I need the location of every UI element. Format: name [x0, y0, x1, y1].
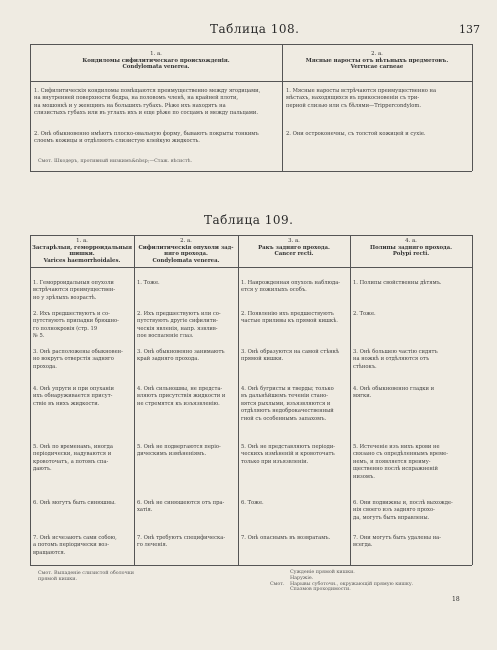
rule [134, 235, 135, 565]
line: Спазмов проходимости. [290, 587, 351, 593]
line: ихъ обнаруживается присут- [33, 393, 113, 400]
line: 2. Онѣ обыкновенно имѣютъ плоско-овальную форму, бываютъ покрыты тонкимъ [34, 131, 259, 137]
t109-r1-c2 [137, 280, 237, 287]
line: 6. Они подвижны и, послѣ выхожде- [353, 500, 453, 506]
line: 1. Мясные наросты встрѣчаются преимущественно на [286, 88, 437, 94]
t109-col3-header [239, 238, 349, 258]
line: 4. Онѣ обыкновенно гладки и [353, 386, 435, 392]
t109-r7-c3 [241, 535, 349, 542]
t108-footnote: Смот. Шкодеръ, противный низкимъ&nbsp;—Стаж. вѣсистѣ. [38, 159, 193, 164]
line: нія своего изъ задняго прохо- [353, 507, 435, 514]
line: 5. Онѣ по временамъ, иногда [33, 444, 113, 450]
col-title: Кондиломы сифилитическаго происхожденія. [82, 57, 230, 64]
t109-r3-c3 [241, 349, 349, 364]
t109-r6-c1 [33, 500, 133, 507]
line: 5. Онѣ не представляютъ періоди- [241, 444, 336, 450]
col-title: няго прохода. [164, 251, 208, 258]
line: вляютъ присутствія жидкости и [137, 393, 226, 400]
t109-r1-c1 [33, 280, 133, 302]
t108-col1-header [32, 51, 280, 71]
rule [30, 81, 472, 82]
line: на ножкѣ и отдѣляются отъ [353, 356, 430, 363]
line: только при изъязвленіи. [241, 458, 309, 465]
line: вращаются. [33, 549, 66, 556]
col-title: Застарѣлыя, геморроидальныя [31, 244, 133, 251]
t109-r1-c4 [353, 280, 471, 287]
line: Сужденіе прямой кишки. [290, 570, 355, 575]
t108-col2-header [284, 51, 470, 71]
rule [472, 44, 473, 171]
rule [30, 235, 472, 236]
t109-col1-header [31, 238, 133, 264]
line: 6. Тоже. [241, 500, 264, 506]
line: 5. Истеченіе изъ нихъ крови не [353, 444, 440, 450]
line: Смот. Выпаденіе слизистой оболочки [38, 571, 134, 576]
t108-r1-c1 [34, 88, 280, 118]
line: немъ, и появляется преиму- [353, 458, 431, 465]
t109-r3-c2 [137, 349, 237, 364]
line: 2. Ихъ предшествуютъ и со- [33, 311, 110, 317]
line: мягки. [353, 393, 372, 400]
t109-r3-c1 [33, 349, 133, 371]
col-number: 2. a. [180, 238, 192, 244]
line: 2. Ихъ предшествуютъ или со- [137, 311, 221, 317]
t109-r2-c4 [353, 311, 471, 318]
line: гной съ особеннымъ запахомъ. [241, 415, 327, 422]
line: кровоточатъ, а потомъ спа- [33, 458, 109, 465]
line: 1. Тоже. [137, 280, 160, 286]
line: прямой кишки. [241, 356, 284, 363]
line: хатія. [137, 507, 153, 514]
line: ческихъ измѣненій и кровоточатъ [241, 451, 335, 458]
line: 6. Онѣ могутъ быть синюшны. [33, 500, 116, 506]
line: прохода. [33, 363, 57, 370]
rule [30, 171, 472, 172]
col-number: 1. a. [76, 238, 88, 244]
col-title: Ракъ задняго прохода. [258, 244, 330, 251]
t109-r1-c3 [241, 280, 349, 295]
line: 2. Тоже. [353, 311, 376, 317]
line: 3. Онѣ расположены обыкновен- [33, 349, 123, 355]
line: 7. Онѣ исчезаютъ сами собою, [33, 535, 117, 541]
line: край задняго прохода. [137, 356, 199, 363]
line: 3. Онѣ образуются на самой стѣнкѣ [241, 349, 340, 355]
line: 1. Полипы свойственны дѣтямъ. [353, 280, 442, 286]
t109-r4-c3 [241, 386, 349, 423]
t109-r5-c2 [137, 444, 237, 459]
line: 2. Появленію ихъ предшествуютъ [241, 311, 334, 317]
line: періодически, надуваются и [33, 451, 112, 458]
col-latin: Varices haemorrhoidales. [43, 257, 121, 264]
col-latin: Polypi recti. [392, 251, 430, 258]
col-title: шишки. [69, 251, 95, 258]
t109-r7-c4 [353, 535, 471, 550]
line: 1. Наирожденная опухоль наблюда- [241, 280, 341, 286]
rule [472, 235, 473, 565]
t109-col4-header [351, 238, 471, 258]
line: ческія явленія, напр. язвлив- [137, 325, 218, 332]
line: низомъ. [353, 473, 375, 480]
t109-r7-c2 [137, 535, 237, 550]
t109-r5-c1 [33, 444, 133, 474]
line: 7. Они могутъ быть удалены на- [353, 535, 442, 541]
line: а потомъ періодически воз- [33, 542, 109, 549]
line: 7. Онѣ требуютъ специфическа- [137, 535, 226, 541]
line: го полнокровія (стр. 19 [33, 325, 98, 332]
line: ется у пожилыхъ особъ. [241, 287, 307, 294]
rule [238, 235, 239, 565]
col-number: 2. a. [371, 51, 383, 57]
rule [30, 44, 31, 171]
line: 1. Сифилитическія кондиломы помѣщаются преимущественно между ягодицами, [34, 88, 261, 94]
rule [30, 44, 472, 45]
t109-footnote-left [38, 571, 148, 583]
t109-r4-c2 [137, 386, 237, 408]
line: но вокругъ отверстія задняго [33, 356, 114, 363]
rule [282, 44, 283, 171]
line: встрѣчаются преимуществен- [33, 287, 116, 294]
line: на мошонкѣ и у женщинъ на большихъ губахъ. Рѣже ихъ находятъ на [34, 102, 226, 109]
t109-r2-c3 [241, 311, 349, 326]
line: всегда. [353, 542, 373, 549]
line: связано съ опредѣленнымъ време- [353, 451, 448, 458]
page-number: 137 [459, 23, 480, 36]
line: отдѣляютъ недоброкачественный [241, 408, 334, 415]
signature-number: 18 [452, 596, 460, 603]
col-title: Полипы задняго прохода. [369, 244, 453, 251]
line: ствіе въ нихъ жидкости. [33, 400, 100, 407]
line: путствуютъ припадки брюшно- [33, 318, 119, 325]
line: прямой кишки. [38, 576, 78, 582]
rule [30, 267, 472, 268]
line: перной слизью или съ бѣлями—Tripperсondylom. [286, 102, 421, 109]
line: 4. Онѣ упруги и при опуханіи [33, 386, 115, 392]
col-latin: Condylomata venerea. [152, 257, 220, 264]
rule [350, 235, 351, 565]
col-number: 4. a. [405, 238, 417, 244]
line: го леченія. [137, 542, 168, 549]
t109-r6-c2 [137, 500, 237, 515]
line: щественно послѣ испражненій [353, 466, 439, 473]
t108-r1-c2 [286, 88, 470, 110]
t109-r6-c3 [241, 500, 349, 507]
line: мѣстахъ, находящихся въ прикосновеніи съ три- [286, 95, 420, 102]
line: Наружіе. [290, 575, 314, 581]
line: въ дальнѣйшемъ теченіи стано- [241, 393, 329, 400]
line: № 5. [33, 333, 45, 340]
line: да, могутъ быть вправлены. [353, 514, 430, 521]
t109-r4-c4 [353, 386, 471, 401]
line: дическимъ измѣненіямъ. [137, 451, 207, 458]
table-109-title: Таблица 109. [204, 213, 294, 227]
t109-r3-c4 [353, 349, 471, 371]
t109-col2-header [135, 238, 237, 264]
t109-r5-c4 [353, 444, 471, 481]
line: 4. Онѣ сильношвы, не предста- [137, 386, 223, 392]
t109-footnote-right-label: Смот. [270, 582, 285, 587]
line: 3. Онѣ обыкновенно занимаютъ [137, 349, 225, 355]
rule [30, 235, 31, 565]
line: пое воспаленіе глаз. [137, 333, 194, 340]
line: вятся рыхлыми, изъязвляются и [241, 400, 331, 407]
line: Нарывы суботочн., окружающій прямую кишку. [290, 581, 414, 587]
t109-footnote-right [290, 570, 430, 593]
line: 1. Геморроидальныя опухоли [33, 280, 114, 286]
rule [30, 565, 472, 566]
line: слизистыхъ губахъ или въ углахъ ихъ и еще рѣже по сосцамъ и между пальцами. [34, 110, 259, 117]
line: 4. Онѣ бугристы и тверды; только [241, 386, 334, 392]
line: не стремятся къ изъязвленію. [137, 400, 220, 407]
col-latin: Verrucae carneae [350, 64, 404, 71]
line: 7. Онѣ опаснымъ въ возвратамъ. [241, 535, 331, 541]
t109-r7-c1 [33, 535, 133, 557]
col-title: Сифилитическія опухоли зад- [138, 244, 234, 251]
t108-r2-c1 [34, 131, 280, 146]
col-latin: Condylomata venerea. [122, 64, 190, 71]
line: частые приливы къ прямой кишкѣ. [241, 318, 338, 325]
col-title: Мясные наросты отъ нѣтьныхъ предметовъ. [305, 57, 449, 64]
table-108-title: Таблица 108. [210, 22, 300, 36]
line: на внутренней поверхности бедра, на половомъ членѣ, на крайней плоти, [34, 95, 239, 102]
col-number: 1. a. [150, 51, 162, 57]
col-number: 3. a. [288, 238, 300, 244]
line: 2. Они остроконечны, съ толстой кожицей и сухіе. [286, 131, 426, 137]
t109-r4-c1 [33, 386, 133, 408]
t109-r2-c1 [33, 311, 133, 341]
line: 6. Онѣ не синюшеются отъ пра- [137, 500, 225, 506]
t109-r6-c4 [353, 500, 471, 522]
line: но у зрѣлыхъ возрастѣ. [33, 294, 97, 301]
t109-r2-c2 [137, 311, 237, 341]
col-latin: Cancer recti. [274, 251, 314, 258]
line: путствуютъ другіе сифилити- [137, 318, 218, 325]
line: 3. Онѣ большею частію сидятъ [353, 349, 438, 355]
line: стѣнокъ. [353, 363, 377, 370]
line: слоемъ кожицы и отдѣляютъ слизистую клейкую жидкость. [34, 138, 200, 145]
t109-r5-c3 [241, 444, 349, 466]
t108-r2-c2 [286, 131, 470, 138]
line: 5. Онѣ не подвергаются періо- [137, 444, 221, 450]
line: даютъ. [33, 466, 52, 473]
